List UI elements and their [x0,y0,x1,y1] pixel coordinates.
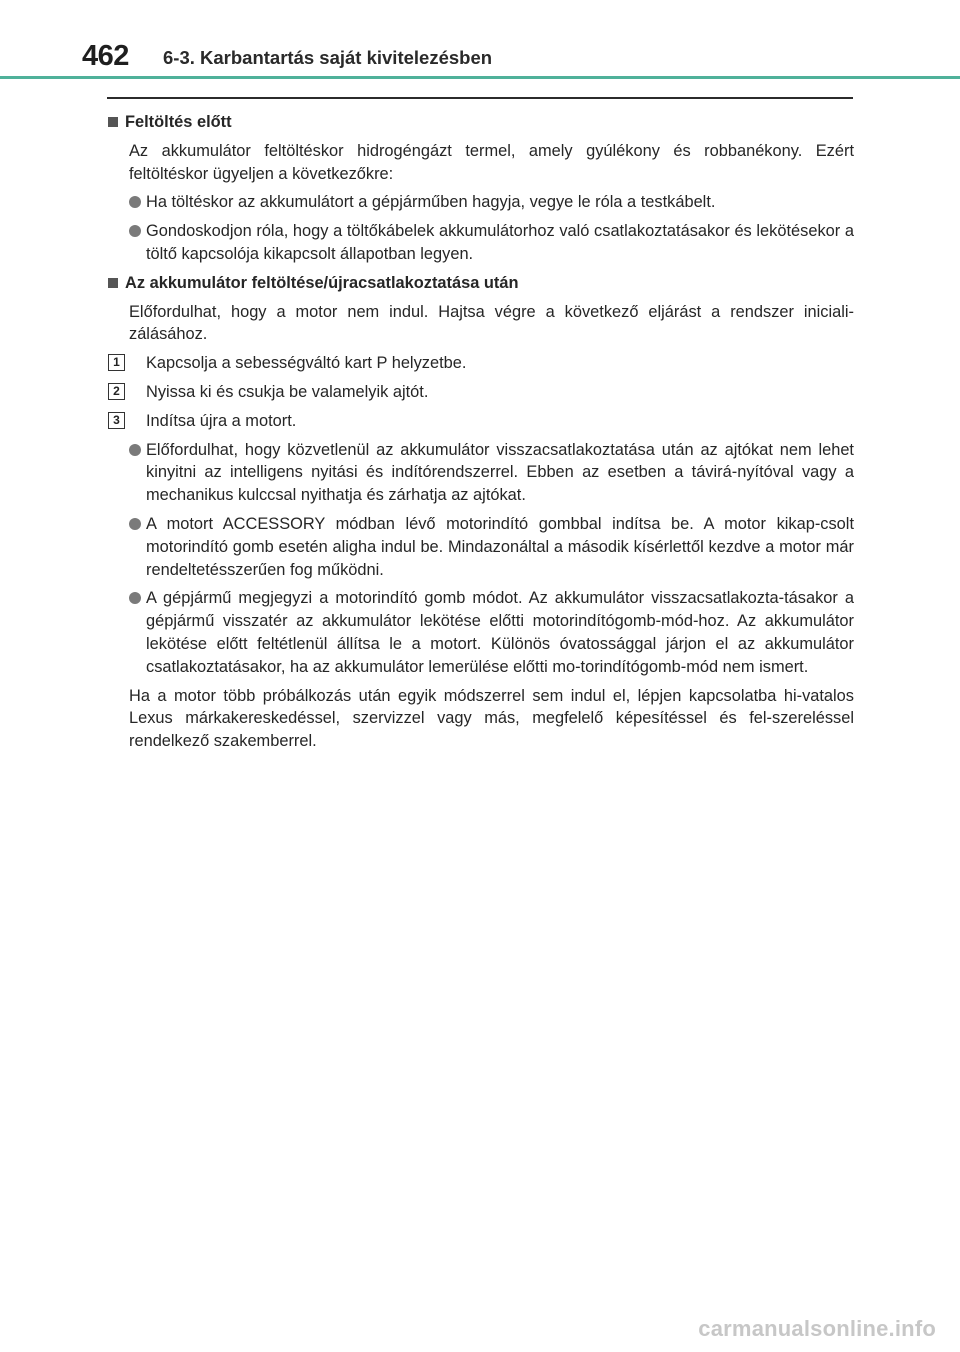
paragraph: Az akkumulátor feltöltéskor hidrogéngázt termel, amely gyúlékony és robbanékony. Ezért feltöltéskor ügyeljen a következőkre: [129,141,854,183]
list-item-text: Előfordulhat, hogy közvetlenül az akkumulátor visszacsatlakoztatása után az ajtókat nem lehet kinyitni az intelligens nyitási és indítórendszerrel. Ebben az esetben a távirá-nyítóval vagy a mechanikus kulccsal nyithatja és zárhatja az ajtókat. [146,440,854,505]
dot-bullet-icon [129,518,141,530]
section-title: 6-3. Karbantartás saját kivitelezésben [163,47,493,68]
dot-bullet-icon [129,196,141,208]
watermark: carmanualsonline.info [698,1316,936,1341]
step-text: Nyissa ki és csukja be valamelyik ajtót. [146,382,429,401]
step-text: Indítsa újra a motort. [146,411,297,430]
section-heading [108,111,854,134]
list-item-text: A gépjármű megjegyzi a motorindító gomb módot. Az akkumulátor visszacsatlakozta-tásakor a gépjármű visszatér az akkumulátor lekötése előtti motorindítógomb-mód-hoz. Az akkumulátor lekötése előtt feltétlenül állítsa le a motort. Különös óvatossággal járjon el az akkumulátor csatlakoztatásakor, ha az akkumulátor lemerülése előtti mo-torindítógomb-mód nem ismert. [146,589,854,676]
heading-text: Az akkumulátor feltöltése/újracsatlakoztatása után [125,273,519,292]
step-number-badge: 2 [108,383,125,400]
step-item [108,352,854,375]
section-heading [108,272,854,295]
square-bullet-icon [108,278,118,288]
dot-bullet-icon [129,225,141,237]
list-item-text: Gondoskodjon róla, hogy a töltőkábelek akkumulátorhoz való csatlakoztatásakor és lekötésekor a töltő kapcsolója kikapcsolt állapotban legyen. [146,222,854,263]
closing-paragraph: Ha a motor több próbálkozás után egyik módszerrel sem indul el, lépjen kapcsolatba hi-vatalos Lexus márkakereskedéssel, szervizzel vagy más, megfelelő képesítéssel és fel-szereléssel rendelkező szakemberrel. [129,686,854,751]
dot-bullet-icon [129,592,141,604]
list-item [129,220,854,266]
heading-text: Feltöltés előtt [125,113,232,131]
step-text: Kapcsolja a sebességváltó kart P helyzetbe. [146,354,467,373]
list-item [129,513,854,581]
content-rule [107,97,853,99]
header-rule [0,76,960,79]
list-item [129,587,854,678]
list-item-text: A motort ACCESSORY módban lévő motorindító gombbal indítsa be. A motor kikap-csolt motorindító gomb esetén aligha indul be. Mindazonáltal a második kísérlettől kezdve a motor már rendeltetésszerűen fog működni. [146,514,854,579]
page-header [0,0,960,80]
square-bullet-icon [108,117,118,127]
step-number-badge: 3 [108,412,125,429]
dot-bullet-icon [129,444,141,456]
list-item [129,439,854,507]
paragraph: Előfordulhat, hogy a motor nem indul. Hajtsa végre a következő eljárást a rendszer iniciali-zálásához. [129,302,854,344]
page-number: 462 [82,40,129,72]
step-number-badge: 1 [108,354,125,371]
page-content [108,111,854,759]
step-item [108,410,854,433]
list-item [129,191,854,214]
step-item [108,381,854,404]
list-item-text: Ha töltéskor az akkumulátort a gépjárműben hagyja, vegye le róla a testkábelt. [146,193,716,212]
